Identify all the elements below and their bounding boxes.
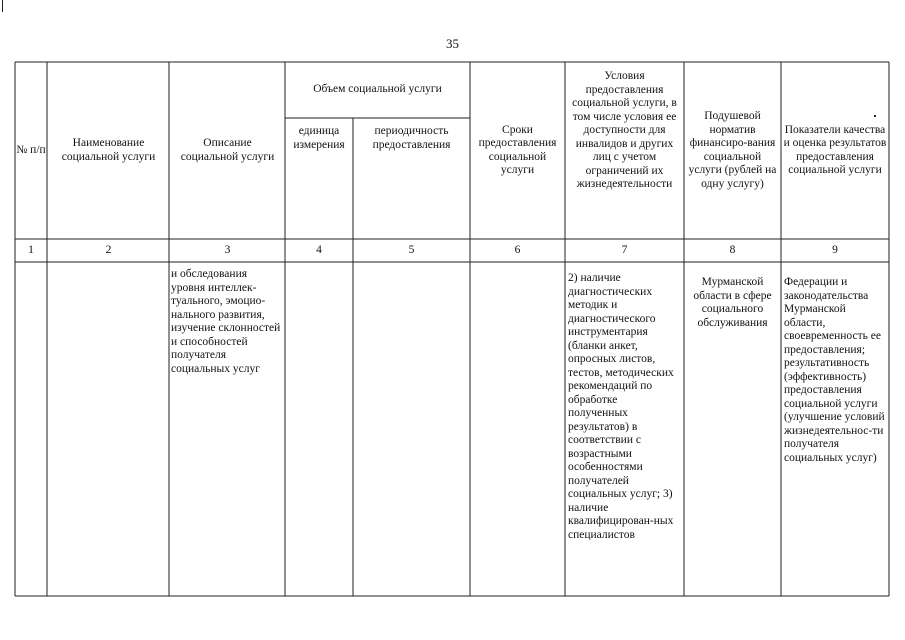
column-number-3: 3 xyxy=(224,243,231,256)
header-volume-group: Объем социальной услуги xyxy=(313,83,442,96)
column-number-5: 5 xyxy=(408,243,415,256)
header-col-service-name: Наименование социальной услуги xyxy=(61,137,156,163)
column-number-2: 2 xyxy=(105,243,112,256)
header-col-periodicity: периодичность предоставления xyxy=(372,125,451,151)
header-col-conditions: Условия предоставления социальной услуги, в том числе условия ее доступности для инвалидов и других лиц с учетом ограничений их жизнедеятельности xyxy=(572,70,677,190)
column-number-7: 7 xyxy=(621,243,628,256)
header-col-description: Описание социальной услуги xyxy=(180,137,275,163)
column-number-4: 4 xyxy=(316,243,322,256)
column-number-8: 8 xyxy=(729,243,736,256)
column-number-6: 6 xyxy=(514,243,521,256)
header-col-quality: Показатели качества и оценка результатов предоставления социальной услуги xyxy=(783,123,887,176)
column-number-9: 9 xyxy=(832,243,838,256)
row-col-normative: Мурманской области в сфере социального обслуживания xyxy=(693,276,772,329)
row-col-conditions: 2) наличие диагностических методик и диагностического инструментария (бланки анкет, опросных листов, тестов, методических рекомендаций по обработке полученных результатов) в соответствии с возрастными особенностями получателей социальных услуг; 3) наличие квалифицирован-ных специалистов xyxy=(568,272,674,541)
header-col-normative: Подушевой норматив финансиро-вания социальной услуги (рублей на одну услугу) xyxy=(688,110,777,190)
column-number-1: 1 xyxy=(28,243,34,256)
header-col-unit: единица измерения xyxy=(293,125,345,151)
row-col-quality: Федерации и законодательства Мурманской области, своевременность ее предоставления; результативность (эффективность) предоставления социальной услуги (улучшение условий жизнедеятельнос-ти получателя социальных услуг) xyxy=(784,276,885,464)
row-col-description: и обследования уровня интеллек-туального, эмоцио-нального развития, изучение склонностей и способностей получателя социальных услуг xyxy=(171,268,281,375)
page-number: 35 xyxy=(446,36,459,51)
header-col-number: № п/п xyxy=(16,143,46,156)
header-col-terms: Сроки предоставления социальной услуги xyxy=(478,123,557,176)
